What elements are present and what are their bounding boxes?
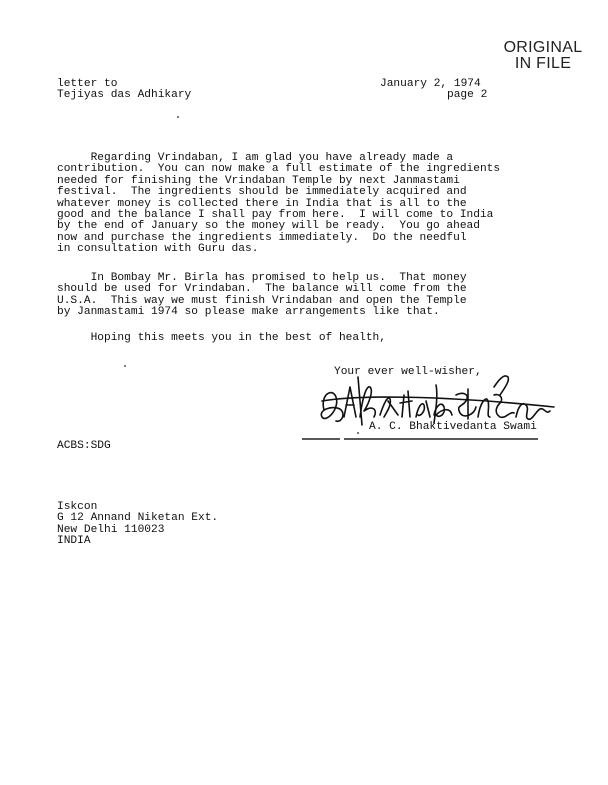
paragraph-line: now and purchase the ingredients immediately. Do the needful bbox=[57, 231, 467, 244]
paragraph-3 bbox=[57, 333, 547, 344]
signer-name: A. C. Bhaktivedanta Swami bbox=[369, 421, 537, 433]
reference-text: ACBS:SDG bbox=[57, 440, 111, 452]
page-number: page 2 bbox=[447, 89, 488, 102]
address-block bbox=[57, 502, 218, 548]
paragraph-line: whatever money is collected there in India that is all to the bbox=[57, 197, 467, 210]
recipient-header bbox=[57, 79, 191, 102]
letter-to-label: letter to bbox=[57, 78, 118, 90]
speck-mark bbox=[124, 365, 126, 367]
paragraph-line: In Bombay Mr. Birla has promised to help us. That money bbox=[57, 272, 467, 284]
paragraph-line: in consultation with Guru das. bbox=[57, 243, 259, 256]
address-line-1: Iskcon bbox=[57, 501, 98, 513]
speck-mark bbox=[177, 116, 179, 118]
signature-underline bbox=[300, 436, 540, 442]
closing-text: Your ever well-wisher, bbox=[334, 366, 482, 378]
paragraph-line: Regarding Vrindaban, I am glad you have already made a bbox=[57, 152, 454, 164]
original-in-file-stamp bbox=[493, 40, 593, 72]
speck-mark bbox=[357, 432, 359, 434]
paragraph-line: by Janmastami 1974 so please make arrangements like that. bbox=[57, 306, 440, 319]
stamp-line-2: IN FILE bbox=[514, 55, 572, 72]
paragraph-line: good and the balance I shall pay from here. I will come to India bbox=[57, 209, 494, 222]
recipient-name: Tejiyas das Adhikary bbox=[57, 89, 192, 102]
signer-block bbox=[369, 422, 537, 433]
paragraph-2 bbox=[57, 273, 547, 319]
paragraph-1 bbox=[57, 153, 547, 256]
letter-date: January 2, 1974 bbox=[380, 78, 481, 90]
address-line-2: G 12 Annand Niketan Ext. bbox=[57, 512, 219, 525]
paragraph-line: festival. The ingredients should be immediately acquired and bbox=[57, 186, 467, 199]
address-line-3: New Delhi 110023 bbox=[57, 523, 165, 536]
paragraph-line: contribution. You can now make a full estimate of the ingredients bbox=[57, 163, 501, 176]
reference-initials bbox=[57, 441, 111, 452]
paragraph-line: should be used for Vrindaban. The balance will come from the bbox=[57, 283, 467, 296]
paragraph-line: U.S.A. This way we must finish Vrindaban and open the Temple bbox=[57, 294, 467, 307]
stamp-line-1: ORIGINAL bbox=[503, 39, 583, 56]
address-line-4: INDIA bbox=[57, 535, 91, 548]
date-header bbox=[380, 79, 487, 102]
paragraph-line: by the end of January so the money will be ready. You go ahead bbox=[57, 220, 480, 233]
paragraph-line: Hoping this meets you in the best of health, bbox=[57, 332, 386, 344]
paragraph-line: needed for finishing the Vrindaban Temple by next Janmastami bbox=[57, 174, 460, 187]
